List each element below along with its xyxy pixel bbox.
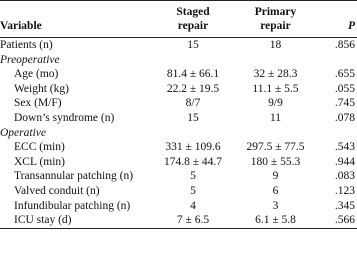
p-value: .566 xyxy=(334,214,355,227)
p-value: .745 xyxy=(334,97,355,110)
primary-value: 297.5 ± 77.5 xyxy=(246,141,305,154)
row-label: Age (mo) xyxy=(14,68,59,81)
table-row xyxy=(0,184,357,199)
p-value: .655 xyxy=(334,68,355,81)
primary-value: 18 xyxy=(269,39,282,51)
table-row xyxy=(0,96,357,111)
row-label: ICU stay (d) xyxy=(14,214,72,227)
staged-value: 15 xyxy=(187,111,199,124)
row-label: Patients (n) xyxy=(0,39,53,51)
p-value: .543 xyxy=(334,141,355,154)
primary-value: 180 ± 55.3 xyxy=(250,155,301,168)
staged-value: 8/7 xyxy=(185,97,201,110)
primary-value: 9 xyxy=(272,170,279,183)
header-p-spacer xyxy=(313,1,357,20)
table-row xyxy=(0,38,357,53)
header-primary-line2: repair xyxy=(260,20,291,32)
staged-value: 22.2 ± 19.5 xyxy=(166,82,220,95)
primary-value: 32 ± 28.3 xyxy=(253,68,298,81)
row-label: Transannular patching (n) xyxy=(14,170,134,183)
table-row xyxy=(0,213,357,228)
header-variable: Variable xyxy=(0,20,42,32)
table-row xyxy=(0,82,357,97)
row-label: Weight (kg) xyxy=(14,82,69,95)
header-staged-line1: Staged xyxy=(176,6,210,18)
primary-value: 3 xyxy=(272,199,279,212)
row-label: Valved conduit (n) xyxy=(14,184,100,197)
staged-value: 5 xyxy=(190,184,196,197)
staged-value: 5 xyxy=(190,170,196,183)
row-label: XCL (min) xyxy=(14,155,65,168)
row-label: Sex (M/F) xyxy=(14,97,62,110)
section-label: Preoperative xyxy=(0,53,60,66)
primary-value: 6 xyxy=(272,184,279,197)
table-body xyxy=(0,38,357,229)
header-staged-line2: repair xyxy=(177,20,209,32)
primary-value: 9/9 xyxy=(268,97,283,110)
p-value: .856 xyxy=(334,39,355,51)
header-primary-line1: Primary xyxy=(254,6,297,18)
table-row xyxy=(0,67,357,82)
header-variable-spacer xyxy=(0,1,148,20)
section-label: Operative xyxy=(0,126,46,139)
p-value: .083 xyxy=(334,170,355,183)
p-value: .123 xyxy=(334,184,355,197)
section-row xyxy=(0,126,357,141)
staged-value: 81.4 ± 66.1 xyxy=(166,68,220,81)
p-value: .078 xyxy=(334,111,355,124)
staged-value: 7 ± 6.5 xyxy=(176,214,210,227)
primary-value: 6.1 ± 5.8 xyxy=(255,214,296,227)
staged-value: 15 xyxy=(187,39,199,51)
staged-value: 4 xyxy=(190,199,196,212)
staged-value: 174.8 ± 44.7 xyxy=(163,155,223,168)
row-label: Down’s syndrome (n) xyxy=(14,111,115,124)
table-row xyxy=(0,155,357,170)
p-value: .055 xyxy=(334,82,355,95)
table-row xyxy=(0,140,357,155)
section-row xyxy=(0,53,357,68)
p-value: .345 xyxy=(334,199,355,212)
primary-value: 11.1 ± 5.5 xyxy=(252,82,299,95)
table-row xyxy=(0,199,357,214)
p-value: .944 xyxy=(334,155,355,168)
staged-value: 331 ± 109.6 xyxy=(165,141,221,154)
table-row xyxy=(0,169,357,184)
table-header xyxy=(0,1,357,38)
row-label: Infundibular patching (n) xyxy=(14,199,131,212)
header-p-value: P xyxy=(347,20,355,32)
primary-value: 11 xyxy=(269,111,282,124)
row-label: ECC (min) xyxy=(14,141,65,154)
table-row xyxy=(0,111,357,126)
